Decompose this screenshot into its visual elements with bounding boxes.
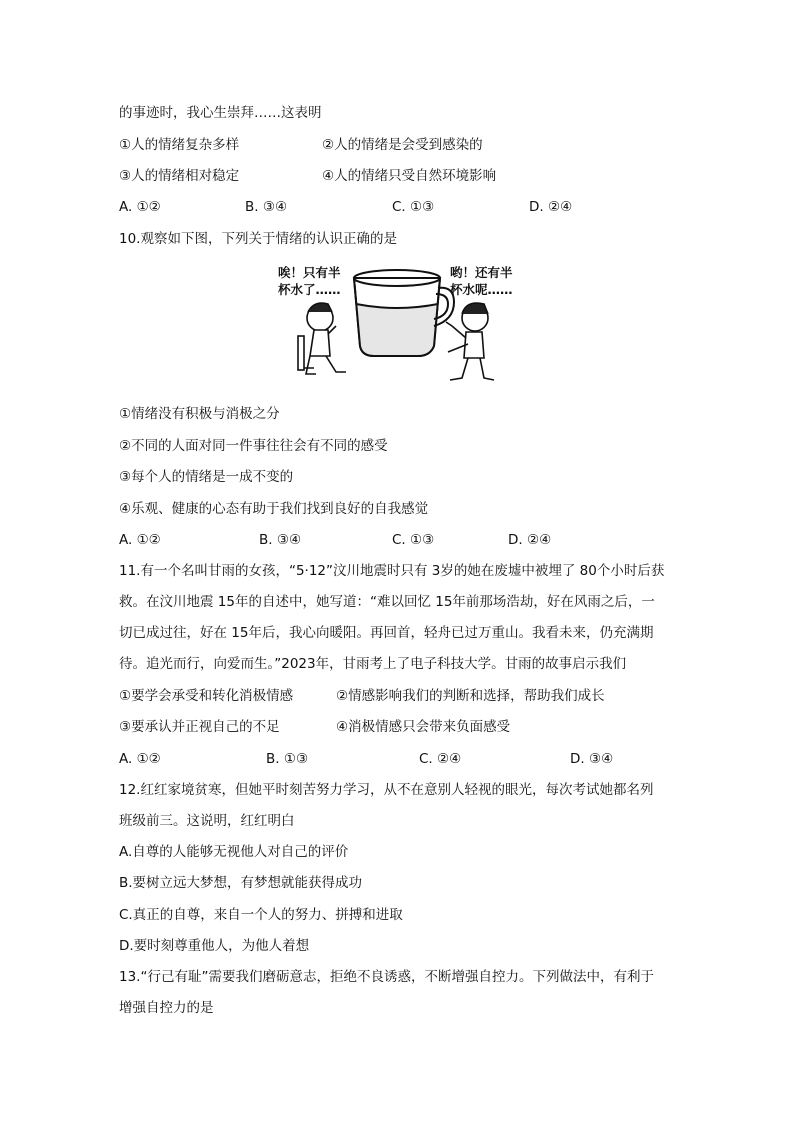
half-glass-cartoon <box>270 256 530 391</box>
q12-option-b: B.要树立远大梦想，有梦想就能获得成功 <box>119 875 363 891</box>
q12-option-d: D.要时刻尊重他人，为他人着想 <box>119 938 310 954</box>
q9-option-a: A. ①② <box>119 199 161 215</box>
q10-statement-3: ③每个人的情绪是一成不变的 <box>119 469 294 485</box>
q11-line-4: 待。追光而行，向爱而生。”2023年，甘雨考上了电子科技大学。甘雨的故事启示我们 <box>119 656 627 672</box>
q11-line-2: 救。在汶川地震 15年的自述中，她写道：“难以回忆 15年前那场浩劫，好在风雨之后，一 <box>119 594 655 610</box>
happy-boy-icon <box>446 303 494 380</box>
q13-line-1: 13.“行己有耻”需要我们磨砺意志，拒绝不良诱惑，不断增强自控力。下列做法中，有利于 <box>119 969 654 985</box>
q10-statement-2: ②不同的人面对同一件事往往会有不同的感受 <box>119 438 388 454</box>
right-bubble-line-1: 哟！还有半 <box>450 265 513 280</box>
q11-line-3: 切已成过往，好在 15年后，我心向暖阳。再回首，轻舟已过万重山。我看未来，仍充满期 <box>119 625 654 641</box>
q12-line-1: 12.红红家境贫寒，但她平时刻苦努力学习，从不在意别人轻视的眼光，每次考试她都名列 <box>119 782 654 798</box>
q9-stem-tail: 的事迹时，我心生崇拜……这表明 <box>119 105 322 121</box>
q10-statement-1: ①情绪没有积极与消极之分 <box>119 406 280 422</box>
q11-statement-1: ①要学会承受和转化消极情感 <box>119 688 294 704</box>
q10-stem: 10.观察如下图，下列关于情绪的认识正确的是 <box>119 231 397 247</box>
q12-option-c: C.真正的自尊，来自一个人的努力、拼搏和进取 <box>119 907 403 923</box>
q11-statement-4: ④消极情感只会带来负面感受 <box>336 719 511 735</box>
left-bubble-line-1: 唉！只有半 <box>278 265 341 280</box>
q12-line-2: 班级前三。这说明，红红明白 <box>119 813 295 829</box>
q10-option-a: A. ①② <box>119 532 161 548</box>
q11-option-c: C. ②④ <box>419 751 462 767</box>
q11-line-1: 11.有一个名叫甘雨的女孩，“5·12”汶川地震时只有 3岁的她在废墟中被埋了 80个小时后获 <box>119 563 665 579</box>
q11-option-b: B. ①③ <box>266 751 309 767</box>
q9-statement-3: ③人的情绪相对稳定 <box>119 168 240 184</box>
q11-statement-3: ③要承认并正视自己的不足 <box>119 719 280 735</box>
q11-statement-2: ②情感影响我们的判断和选择，帮助我们成长 <box>336 688 605 704</box>
q10-statement-4: ④乐观、健康的心态有助于我们找到良好的自我感觉 <box>119 501 429 517</box>
q11-option-d: D. ③④ <box>570 751 614 767</box>
q10-option-d: D. ②④ <box>508 532 552 548</box>
q9-option-d: D. ②④ <box>529 199 573 215</box>
right-bubble-line-2: 杯水呢…… <box>450 282 513 297</box>
q9-statement-1: ①人的情绪复杂多样 <box>119 137 240 153</box>
q10-option-c: C. ①③ <box>392 532 435 548</box>
cup-icon <box>354 270 454 356</box>
q9-option-b: B. ③④ <box>245 199 288 215</box>
sad-boy-icon <box>298 303 346 374</box>
q13-line-2: 增强自控力的是 <box>119 1000 214 1016</box>
q11-option-a: A. ①② <box>119 751 161 767</box>
q10-option-b: B. ③④ <box>259 532 302 548</box>
q9-statement-2: ②人的情绪是会受到感染的 <box>322 137 483 153</box>
q9-option-c: C. ①③ <box>392 199 435 215</box>
q12-option-a: A.自尊的人能够无视他人对自己的评价 <box>119 844 349 860</box>
left-bubble-line-2: 杯水了…… <box>278 282 341 297</box>
q9-statement-4: ④人的情绪只受自然环境影响 <box>322 168 497 184</box>
